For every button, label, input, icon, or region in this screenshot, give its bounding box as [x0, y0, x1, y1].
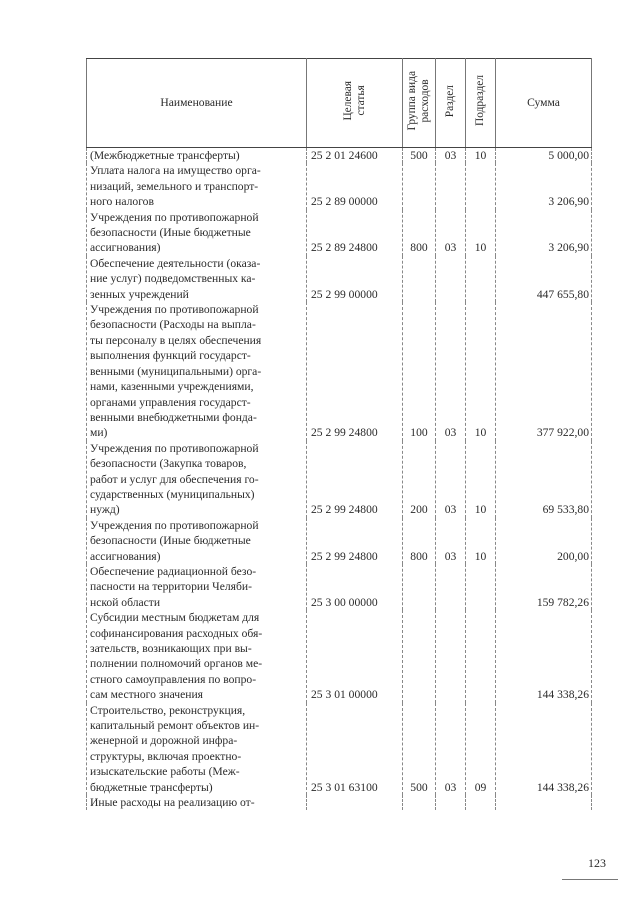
- cell-target-article: 25 2 99 24800: [307, 441, 403, 518]
- cell-section: 03: [436, 148, 466, 164]
- table-row: [87, 703, 592, 795]
- cell-subsection: 10: [466, 441, 496, 518]
- cell-sum: 447 655,80: [496, 256, 592, 302]
- table-row: [87, 148, 592, 164]
- header-sum: Сумма: [496, 59, 592, 148]
- cell-section: 03: [436, 703, 466, 795]
- cell-target-article: [307, 795, 403, 810]
- cell-expense-group: [403, 564, 436, 610]
- cell-name: Учреждения по противопожарной безопасности (Иные бюджетные ассигнования): [87, 210, 307, 256]
- cell-expense-group: 800: [403, 210, 436, 256]
- cell-name: (Межбюджетные трансферты): [87, 148, 307, 164]
- cell-target-article: 25 2 89 24800: [307, 210, 403, 256]
- cell-expense-group: 500: [403, 148, 436, 164]
- budget-table: [86, 58, 592, 810]
- cell-target-article: 25 2 99 24800: [307, 518, 403, 564]
- cell-target-article: 25 2 99 24800: [307, 302, 403, 441]
- cell-section: 03: [436, 441, 466, 518]
- table-row: [87, 610, 592, 702]
- cell-subsection: 10: [466, 148, 496, 164]
- header-subsection: Подраздел: [466, 59, 496, 148]
- table-row: [87, 564, 592, 610]
- cell-expense-group: 100: [403, 302, 436, 441]
- cell-sum: 3 206,90: [496, 210, 592, 256]
- header-name: Наименование: [87, 59, 307, 148]
- cell-name: Обеспечение деятельности (оказа- ние услуг) подведомственных ка- зенных учреждений: [87, 256, 307, 302]
- cell-expense-group: [403, 163, 436, 209]
- table-row: [87, 256, 592, 302]
- cell-sum: 3 206,90: [496, 163, 592, 209]
- table-row: [87, 210, 592, 256]
- cell-section: 03: [436, 518, 466, 564]
- cell-expense-group: [403, 610, 436, 702]
- cell-expense-group: 800: [403, 518, 436, 564]
- header-target-article: Целевая статья: [307, 59, 403, 148]
- cell-subsection: 10: [466, 210, 496, 256]
- cell-target-article: 25 2 89 00000: [307, 163, 403, 209]
- cell-subsection: [466, 564, 496, 610]
- cell-sum: 144 338,26: [496, 610, 592, 702]
- table-row: [87, 302, 592, 441]
- cell-section: 03: [436, 210, 466, 256]
- cell-subsection: 10: [466, 518, 496, 564]
- cell-expense-group: 200: [403, 441, 436, 518]
- cell-expense-group: 500: [403, 703, 436, 795]
- cell-name: Учреждения по противопожарной безопасности (Расходы на выпла- ты персоналу в целях обеспечения выполнения функций государст- венными (муниципальными) орга- нами, казенными учреждениями, органами управления государст- венными внебюджетными фонда- ми): [87, 302, 307, 441]
- cell-name: Иные расходы на реализацию от-: [87, 795, 307, 810]
- cell-sum: 200,00: [496, 518, 592, 564]
- header-section: Раздел: [436, 59, 466, 148]
- cell-target-article: 25 2 99 00000: [307, 256, 403, 302]
- cell-subsection: [466, 610, 496, 702]
- cell-name: Обеспечение радиационной безо- пасности на территории Челяби- нской области: [87, 564, 307, 610]
- page-number: 123: [588, 856, 606, 870]
- footer-rule: [562, 879, 618, 880]
- cell-sum: 5 000,00: [496, 148, 592, 164]
- cell-section: 03: [436, 302, 466, 441]
- cell-section: [436, 610, 466, 702]
- table-row: [87, 518, 592, 564]
- cell-target-article: 25 2 01 24600: [307, 148, 403, 164]
- header-expense-group: Группа вида расходов: [403, 59, 436, 148]
- cell-sum: 144 338,26: [496, 703, 592, 795]
- cell-sum: 69 533,80: [496, 441, 592, 518]
- cell-name: Субсидии местным бюджетам для софинансирования расходных обя- зательств, возникающих при вы- полнении полномочий органов ме- стного самоуправления по вопро- сам местного значения: [87, 610, 307, 702]
- cell-section: [436, 256, 466, 302]
- cell-subsection: [466, 256, 496, 302]
- cell-sum: [496, 795, 592, 810]
- cell-target-article: 25 3 00 00000: [307, 564, 403, 610]
- cell-sum: 159 782,26: [496, 564, 592, 610]
- cell-target-article: 25 3 01 00000: [307, 610, 403, 702]
- cell-sum: 377 922,00: [496, 302, 592, 441]
- cell-expense-group: [403, 256, 436, 302]
- cell-name: Учреждения по противопожарной безопасности (Иные бюджетные ассигнования): [87, 518, 307, 564]
- cell-expense-group: [403, 795, 436, 810]
- cell-subsection: [466, 795, 496, 810]
- header-row: [87, 59, 592, 148]
- cell-section: [436, 795, 466, 810]
- table-row: [87, 441, 592, 518]
- table-row: [87, 163, 592, 209]
- cell-section: [436, 163, 466, 209]
- cell-target-article: 25 3 01 63100: [307, 703, 403, 795]
- cell-subsection: [466, 163, 496, 209]
- cell-subsection: 10: [466, 302, 496, 441]
- cell-name: Строительство, реконструкция, капитальный ремонт объектов ин- женерной и дорожной инфра- структуры, включая проектно- изыскательские работы (Меж- бюджетные трансферты): [87, 703, 307, 795]
- cell-name: Учреждения по противопожарной безопасности (Закупка товаров, работ и услуг для обеспечения го- сударственных (муниципальных) нужд): [87, 441, 307, 518]
- cell-section: [436, 564, 466, 610]
- cell-subsection: 09: [466, 703, 496, 795]
- table-row: [87, 795, 592, 810]
- cell-name: Уплата налога на имущество орга- низаций, земельного и транспорт- ного налогов: [87, 163, 307, 209]
